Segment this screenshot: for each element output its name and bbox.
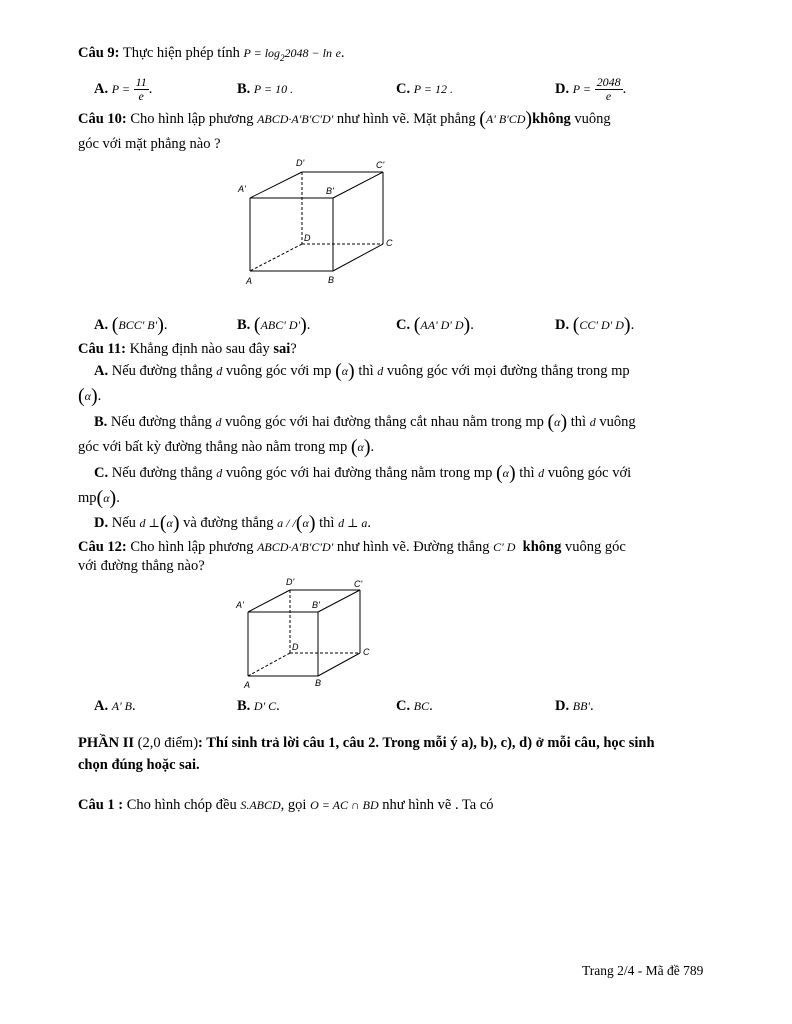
vertex-label: D' xyxy=(286,577,295,587)
vertex-label: C' xyxy=(376,160,385,170)
vertex-label: A xyxy=(244,680,251,690)
vertex-label: B xyxy=(315,678,322,688)
q12-option-a[interactable]: A. A' B. xyxy=(94,698,136,714)
q9-option-a[interactable]: A. P = $\frac{11}{e}$ . xyxy=(94,75,153,103)
p2-q1-stem: Câu 1 : Cho hình chóp đều S.ABCD, gọi O = AC ∩ BD như hình vẽ . Ta có xyxy=(78,797,494,813)
fraction: $\frac{11}{e}$ xyxy=(135,75,147,103)
q12-option-c[interactable]: C. BC. xyxy=(396,698,433,714)
vertex-label: D' xyxy=(296,158,305,168)
q9-option-d[interactable]: D. P = $\frac{2048}{e}$ . xyxy=(555,75,627,103)
vertex-label: C xyxy=(363,647,370,657)
p2-q1-label: Câu 1 : xyxy=(78,797,124,813)
q11-option-d[interactable]: D. Nếu d ⊥(α) và đường thẳng a / /(α) thì d ⊥ a. xyxy=(94,512,371,534)
q10-cube-figure xyxy=(230,156,410,290)
q11-option-b[interactable]: B. Nếu đường thẳng d vuông góc với hai đường thẳng cắt nhau nằm trong mp (α) thì d vuông xyxy=(94,411,636,433)
q12-label: Câu 12: xyxy=(78,539,127,555)
q9-label: Câu 9: xyxy=(78,45,120,61)
fraction: $\frac{2048}{e}$ xyxy=(596,75,621,103)
q9-stem: Câu 9: Thực hiện phép tính $P = \log_22048 - \ln e$. xyxy=(78,45,345,63)
q11-option-a-line2: (α). xyxy=(78,385,102,407)
q9-option-c[interactable]: C. P = 12 . xyxy=(396,81,453,97)
vertex-label: B' xyxy=(326,186,334,196)
q9-option-b[interactable]: B. P = 10 . xyxy=(237,81,294,97)
vertex-label: D xyxy=(292,642,299,652)
vertex-label: B xyxy=(328,275,335,285)
q11-option-c-line2: mp(α). xyxy=(78,487,120,509)
q11-label: Câu 11: xyxy=(78,341,126,357)
vertex-label: B' xyxy=(312,600,320,610)
part2-heading: PHẦN II (2,0 điểm): Thí sinh trả lời câu 1, câu 2. Trong mỗi ý a), b), c), d) ở mỗi câu, học sinh xyxy=(78,735,655,751)
q10-option-d[interactable]: D. (CC' D' D). xyxy=(555,314,635,336)
q12-option-b[interactable]: B. D' C. xyxy=(237,698,280,714)
q10-stem-line2: góc với mặt phẳng nào ? xyxy=(78,136,221,152)
q10-label: Câu 10: xyxy=(78,111,127,127)
vertex-label: C' xyxy=(354,579,363,589)
q10-stem: Câu 10: Cho hình lập phương ABCD·A′B′C′D′ như hình vẽ. Mặt phẳng (A' B'CD)không vuông xyxy=(78,108,611,130)
q12-stem: Câu 12: Cho hình lập phương ABCD·A′B′C′D′ như hình vẽ. Đường thẳng C' D không vuông góc xyxy=(78,539,626,555)
page-footer: Trang 2/4 - Mã đề 789 xyxy=(582,963,704,978)
q10-option-a[interactable]: A. (BCC' B'). xyxy=(94,314,168,336)
q12-stem-line2: với đường thẳng nào? xyxy=(78,558,205,574)
q10-option-b[interactable]: B. (ABC' D'). xyxy=(237,314,311,336)
q12-option-d[interactable]: D. BB'. xyxy=(555,698,594,714)
vertex-label: A' xyxy=(236,600,244,610)
part2-heading-line2: chọn đúng hoặc sai. xyxy=(78,757,200,773)
vertex-label: A' xyxy=(238,184,246,194)
vertex-label: C xyxy=(386,238,393,248)
q11-option-c[interactable]: C. Nếu đường thẳng d vuông góc với hai đường thẳng nằm trong mp (α) thì d vuông góc với xyxy=(94,462,632,484)
q12-cube-figure xyxy=(232,576,382,690)
q11-stem: Câu 11: Khẳng định nào sau đây sai? xyxy=(78,341,297,357)
q11-option-b-line2: góc với bất kỳ đường thẳng nào nằm trong mp (α). xyxy=(78,436,375,458)
q11-option-a[interactable]: A. Nếu đường thẳng d vuông góc với mp (α) thì d vuông góc với mọi đường thẳng trong mp xyxy=(94,360,630,382)
vertex-label: A xyxy=(246,276,253,286)
q10-option-c[interactable]: C. (AA' D' D). xyxy=(396,314,474,336)
vertex-label: D xyxy=(304,233,311,243)
